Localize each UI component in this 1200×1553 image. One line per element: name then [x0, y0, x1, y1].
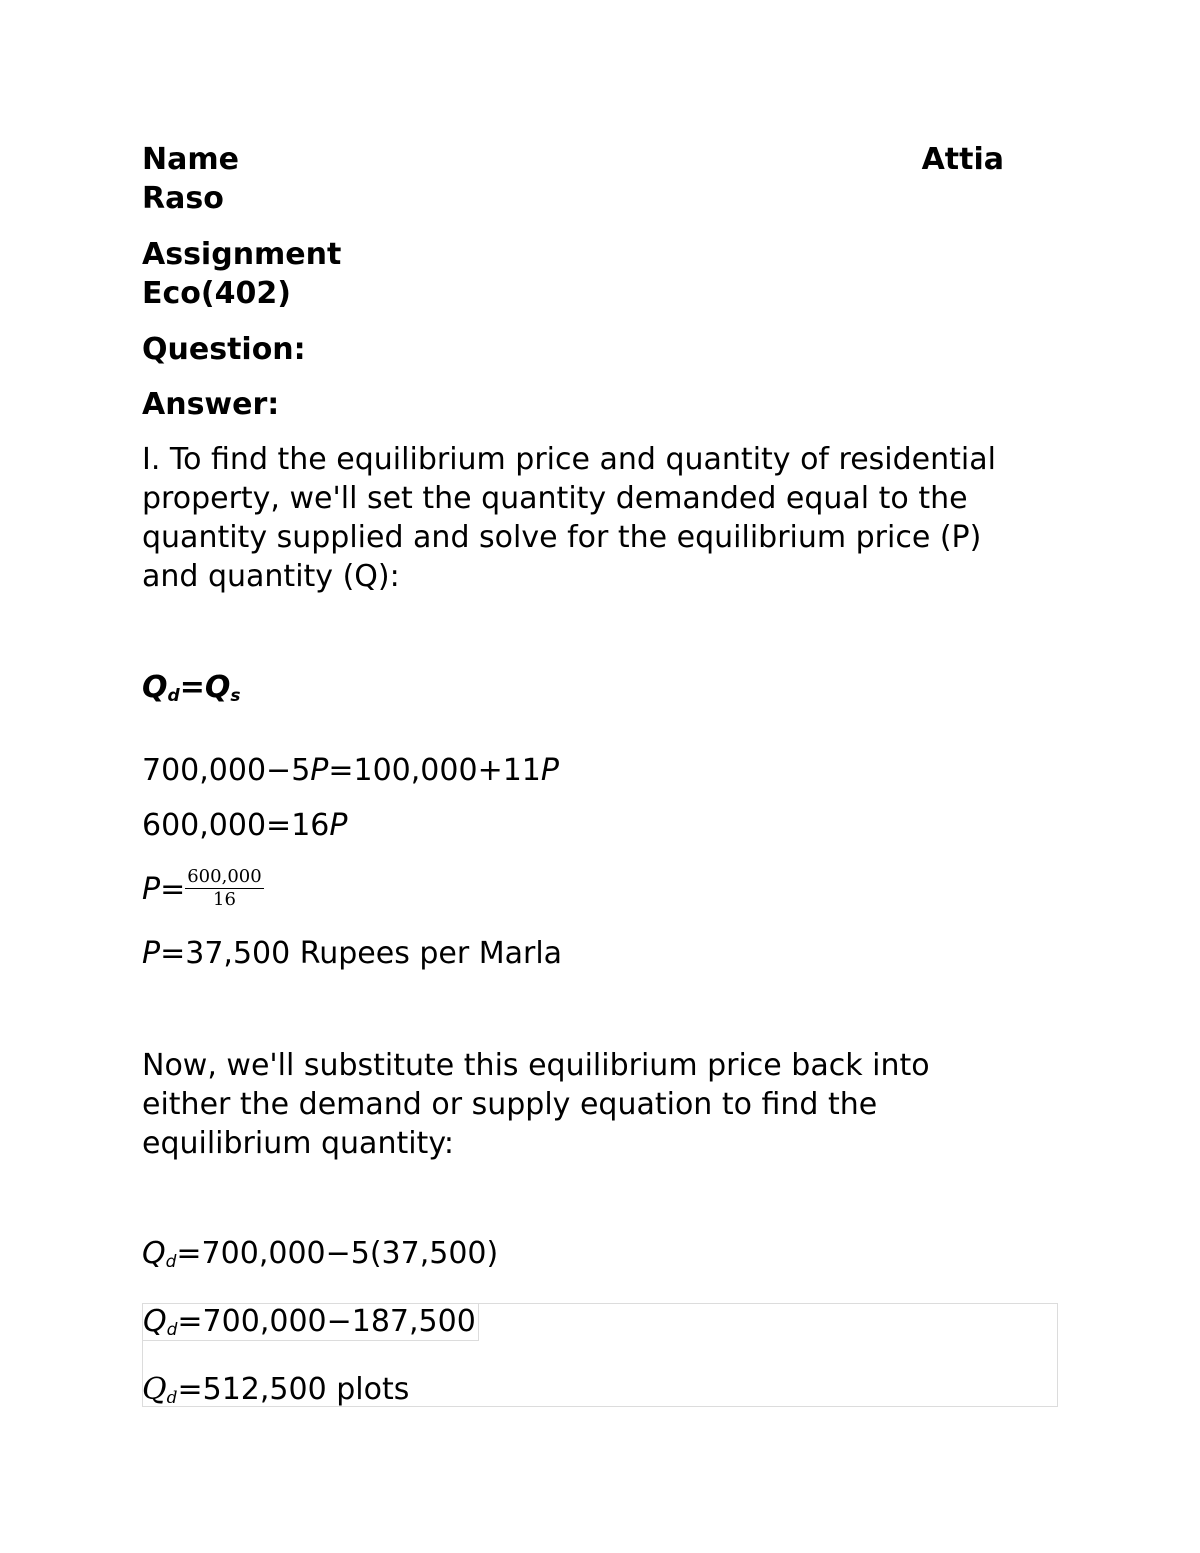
eq1-p: P [310, 753, 329, 788]
eq-s-subscript: s [230, 686, 241, 706]
eq3-p: P [142, 872, 161, 907]
eq2-p: P [329, 808, 348, 843]
eq-q-symbol: Q [142, 670, 168, 705]
equation-3 [142, 866, 264, 914]
eq3-equals: = [160, 872, 186, 907]
answer-label: Answer: [142, 387, 280, 422]
equation-2 [142, 806, 347, 845]
eq3-numerator: 600,000 [187, 866, 262, 887]
name-row [142, 140, 1004, 179]
eq5-d: d [165, 1252, 177, 1272]
eq5-rest: =700,000−5(37,500) [176, 1236, 499, 1271]
equation-qd-equals-qs [142, 668, 240, 716]
eq5-q: Q [142, 1236, 166, 1271]
eq-equals: = [179, 670, 205, 705]
equation-1 [142, 751, 559, 790]
eq6-rest: =700,000−187,500 [177, 1304, 476, 1339]
eq1-left: 700,000−5 [142, 753, 311, 788]
equation-7 [142, 1370, 409, 1418]
eq1-mid: =100,000+11 [328, 753, 541, 788]
intro-line-1: I. To find the equilibrium price and quantity of residential [142, 442, 996, 477]
assignment-label: Assignment [142, 237, 342, 272]
eq3-fraction [185, 866, 263, 911]
eq1-p2: P [540, 753, 559, 788]
document-page [142, 0, 1060, 1553]
course-code: Eco(402) [142, 276, 291, 311]
eq4-p: P [142, 936, 161, 971]
equation-4 [142, 934, 562, 973]
equation-6 [143, 1304, 476, 1348]
substitute-line-3: equilibrium quantity: [142, 1126, 454, 1161]
substitute-line-2: either the demand or supply equation to find the [142, 1087, 878, 1122]
intro-line-4: and quantity (Q): [142, 559, 400, 594]
eq7-rest: =512,500 plots [177, 1372, 410, 1407]
question-label: Question: [142, 332, 306, 367]
eq6-q: Q [143, 1304, 167, 1339]
eq-d-subscript: d [167, 686, 180, 706]
equation-box-inner [142, 1303, 479, 1341]
eq6-d: d [166, 1320, 178, 1340]
name-value-first: Attia [921, 142, 1004, 177]
name-value-last: Raso [142, 181, 224, 216]
eq7-d: d [166, 1388, 178, 1408]
eq-q-symbol-2: Q [204, 670, 231, 705]
eq3-denominator: 16 [213, 889, 236, 910]
eq2-left: 600,000=16 [142, 808, 330, 843]
eq7-q: Q [142, 1372, 167, 1407]
intro-line-3: quantity supplied and solve for the equilibrium price (P) [142, 520, 982, 555]
name-label: Name [142, 142, 239, 177]
eq4-rest: =37,500 Rupees per Marla [160, 936, 563, 971]
substitute-line-1: Now, we'll substitute this equilibrium price back into [142, 1048, 930, 1083]
intro-line-2: property, we'll set the quantity demanded equal to the [142, 481, 968, 516]
equation-5 [142, 1234, 498, 1282]
